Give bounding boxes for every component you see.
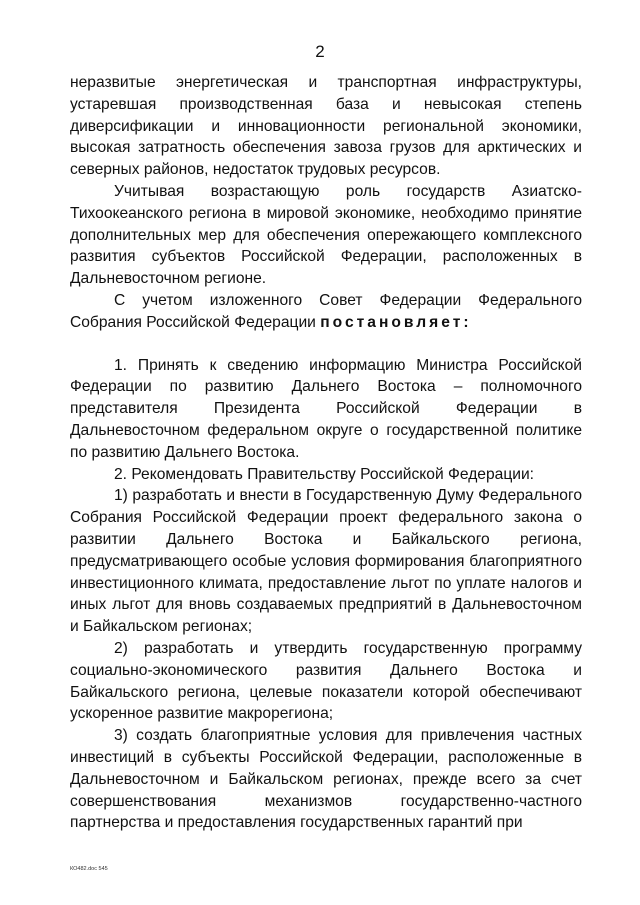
document-body <box>70 72 582 834</box>
paragraph-subitem-3: 3) создать благоприятные условия для привлечения частных инвестиций в субъекты Российской Федерации, расположенные в Дальневосточном и Байкальском регионах, прежде всего за счет совершенствования механизмов государственно-частного партнерства и предоставления государственных гарантий при <box>70 727 582 832</box>
resolution-keyword: постановляет: <box>320 313 472 331</box>
paragraph-item-1: 1. Принять к сведению информацию Министра Российской Федерации по развитию Дальнего Востока – полномочного представителя Президента Российской Федерации в Дальневосточном федеральном округе о государственной политике по развитию Дальнего Востока. <box>70 356 582 461</box>
paragraph-item-2: 2. Рекомендовать Правительству Российской Федерации: <box>114 465 535 483</box>
paragraph-2: Учитывая возрастающую роль государств Азиатско-Тихоокеанского региона в мировой экономике, необходимо принятие дополнительных мер для обеспечения опережающего комплексного развития субъектов Российской Федерации, расположенных в Дальневосточном регионе. <box>70 182 582 288</box>
resolution-preamble: С учетом изложенного Совет Федерации Федерального Собрания Российской Федерации <box>70 291 582 331</box>
paragraph-subitem-2: 2) разработать и утвердить государственную программу социально-экономического развития Дальнего Востока и Байкальского региона, целевые показатели которой обеспечивают ускоренное развитие макрорегиона; <box>70 639 582 723</box>
paragraph-subitem-1: 1) разработать и внести в Государственную Думу Федерального Собрания Российской Федерации проект федерального закона о развитии Дальнего Востока и Байкальского региона, предусматривающего особые условия формирования благоприятного инвестиционного климата, предоставление льгот по уплате налогов и иных льгот для вновь создаваемых предприятий в Дальневосточном и Байкальском регионах; <box>70 487 582 636</box>
page-number: 2 <box>315 42 325 61</box>
paragraph-1: неразвитые энергетическая и транспортная инфраструктуры, устаревшая производственная база и невысокая степень диверсификации и инновационности региональной экономики, высокая затратность обеспечения завоза грузов для арктических и северных районов, недостаток трудовых ресурсов. <box>70 74 582 179</box>
footer-file-code: КО482.doc 545 <box>70 866 108 872</box>
paragraph-3 <box>70 290 582 334</box>
